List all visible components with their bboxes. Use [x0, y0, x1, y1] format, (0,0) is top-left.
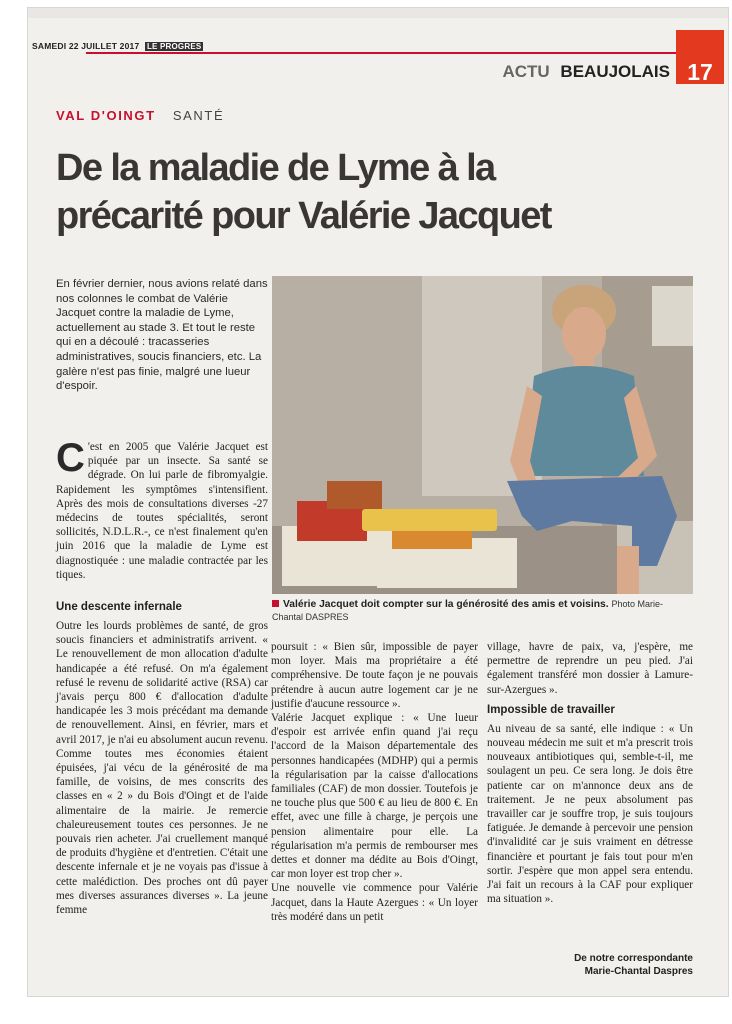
column-2 — [271, 640, 478, 924]
caption-text: Valérie Jacquet doit compter sur la générosité des amis et voisins. — [283, 599, 609, 610]
section-header — [502, 62, 670, 82]
article-headline — [56, 144, 706, 240]
column-1 — [56, 600, 268, 917]
headline-line-2: précarité pour Valérie Jacquet — [56, 195, 551, 237]
column-3 — [487, 640, 693, 906]
article-kicker — [56, 108, 224, 123]
intro-column — [56, 436, 268, 582]
column-2-paragraph-1: poursuit : « Bien sûr, impossible de payer mon loyer. Mais ma propriétaire a été compréhensive. De toute façon je ne pouvais prétendre à aucun autre logement car je ne justifie d'aucune ressource ». — [271, 641, 478, 710]
subhead-descente: Une descente infernale — [56, 601, 182, 613]
photo-package-orange — [392, 531, 472, 549]
caption-marker — [272, 600, 279, 607]
header-red-rule — [86, 52, 676, 54]
issue-date: SAMEDI 22 JUILLET 2017 — [32, 41, 140, 51]
page-dateline — [32, 41, 203, 51]
kicker-topic: SANTÉ — [172, 108, 225, 123]
signature-line-1: De notre correspondante — [574, 953, 693, 964]
subhead-travailler: Impossible de travailler — [487, 703, 615, 716]
column-2-paragraph-3: Une nouvelle vie commence pour Valérie Jacquet, dans la Haute Azergues : « Un loyer très modéré dans un petit — [271, 882, 478, 923]
column-3-paragraph-2: Au niveau de sa santé, elle indique : « Un nouveau médecin me suit et m'a prescrit trois nouveaux antibiotiques qui, semble-t-il, me soulagent un peu. Ce sera long. Je dois être patiente car on m'annonce deux ans de traitement. Je ne peux absolument pas travailler car je souffre trop, je suis toujours fatiguée. Je demande à percevoir une pension d'invalidité car je suis vraiment en détresse financière et pourtant je fais tout pour m'en sortir. J'espère que mon appel sera entendu. J'ai fait un recours à la CAF pour expliquer ma situation ». — [487, 722, 693, 906]
photo-credit: Photo Marie-Chantal DASPRES — [272, 599, 664, 622]
photo-leg — [617, 546, 639, 594]
kicker-place: VAL D'OINGT — [56, 108, 156, 123]
photo-caption — [272, 598, 693, 624]
drop-cap: C — [56, 436, 85, 480]
column-3-paragraph-1: village, havre de paix, va, j'espère, me permettre de reprendre un peu pied. J'ai également transféré mon dossier à Lamure-sur-Azergues ». — [487, 641, 693, 696]
photo-package-small — [327, 481, 382, 509]
column-2-paragraph-2: Valérie Jacquet explique : « Une lueur d'espoir est arrivée enfin quand j'ai reçu l'accord de la Maison départementale des personnes handicapées (MDHP) qui a permis la régularisation par la caisse d'allocations familiales (CAF) de mon dossier. Toutefois je ne touche plus que 500 € au lieu de 800 €. En effet, avec une fille à charge, je perçois une pension alimentaire pour elle. La régularisation m'a permis de rembourser mes dettes et donner ma dédite au Bois d'Oingt, car mon loyer est trop cher ». — [271, 712, 478, 881]
photo-shirt — [524, 366, 644, 476]
photo-face — [562, 307, 606, 361]
page-number-box — [676, 30, 724, 84]
photo-package-yellow — [362, 509, 497, 531]
headline-line-1: De la maladie de Lyme à la — [56, 147, 495, 189]
photo-illustration — [272, 276, 693, 594]
newspaper-name: LE PROGRES — [146, 42, 202, 51]
article-lead: En février dernier, nous avions relaté dans nos colonnes le combat de Valérie Jacquet contre la maladie de Lyme, actuellement au stade 3. Et tout le reste qui en a découlé : tracasseries administratives, soucis financiers, etc. La galère n'est pas finie, malgré une lueur d'espoir. — [56, 278, 268, 393]
section-prefix: ACTU — [502, 62, 550, 81]
photo-window — [652, 286, 693, 346]
article-photo — [272, 276, 693, 594]
column-1-text: Outre les lourds problèmes de santé, de gros soucis financiers et administratifs arrivent. « Le renouvellement de mon allocation d'adulte handicapée a été refusé. On m'a également refusé le revenu de solidarité active (RSA) car j'avais perçu 800 € d'allocation d'adulte handicapée les 3 mois précédant ma demande de renouvellement. Ainsi, en février, mars et avril 2017, je n'ai eu absolument aucun revenu. Comme toutes mes économies étaient épuisées, j'ai vécu de la générosité de ma famille, de voisins, de mes conscrits des classes en « 2 » du Bois d'Oingt et de l'aide alimentaire de la mairie. Je remercie chaleureusement toutes ces personnes. Je ne pouvais rien acheter. J'ai cruellement manqué de produits d'hygiène et d'entretien. C'était une descente infernale et je ne voyais pas d'issue à cette malédiction. Des proches ont dû payer mes diverses assurances diverses ». La jeune femme — [56, 620, 268, 917]
signature-line-2: Marie-Chantal Daspres — [584, 966, 693, 977]
intro-text: 'est en 2005 que Valérie Jacquet est piquée par un insecte. Sa santé se dégrade. On lui parle de fibromyalgie. Rapidement les symptômes s'intensifient. Après des mois de consultations diverses -27 médecins de toutes spécialités, seront sollicités, N.D.L.R.-, ce n'est finalement qu'en juin 2016 que la maladie de Lyme est diagnostiquée : une maladie contractée par les tiques. — [56, 441, 268, 581]
page-top-strip — [28, 8, 728, 18]
section-name: BEAUJOLAIS — [560, 62, 670, 81]
page-number: 17 — [687, 59, 713, 85]
article-signature — [530, 952, 693, 978]
